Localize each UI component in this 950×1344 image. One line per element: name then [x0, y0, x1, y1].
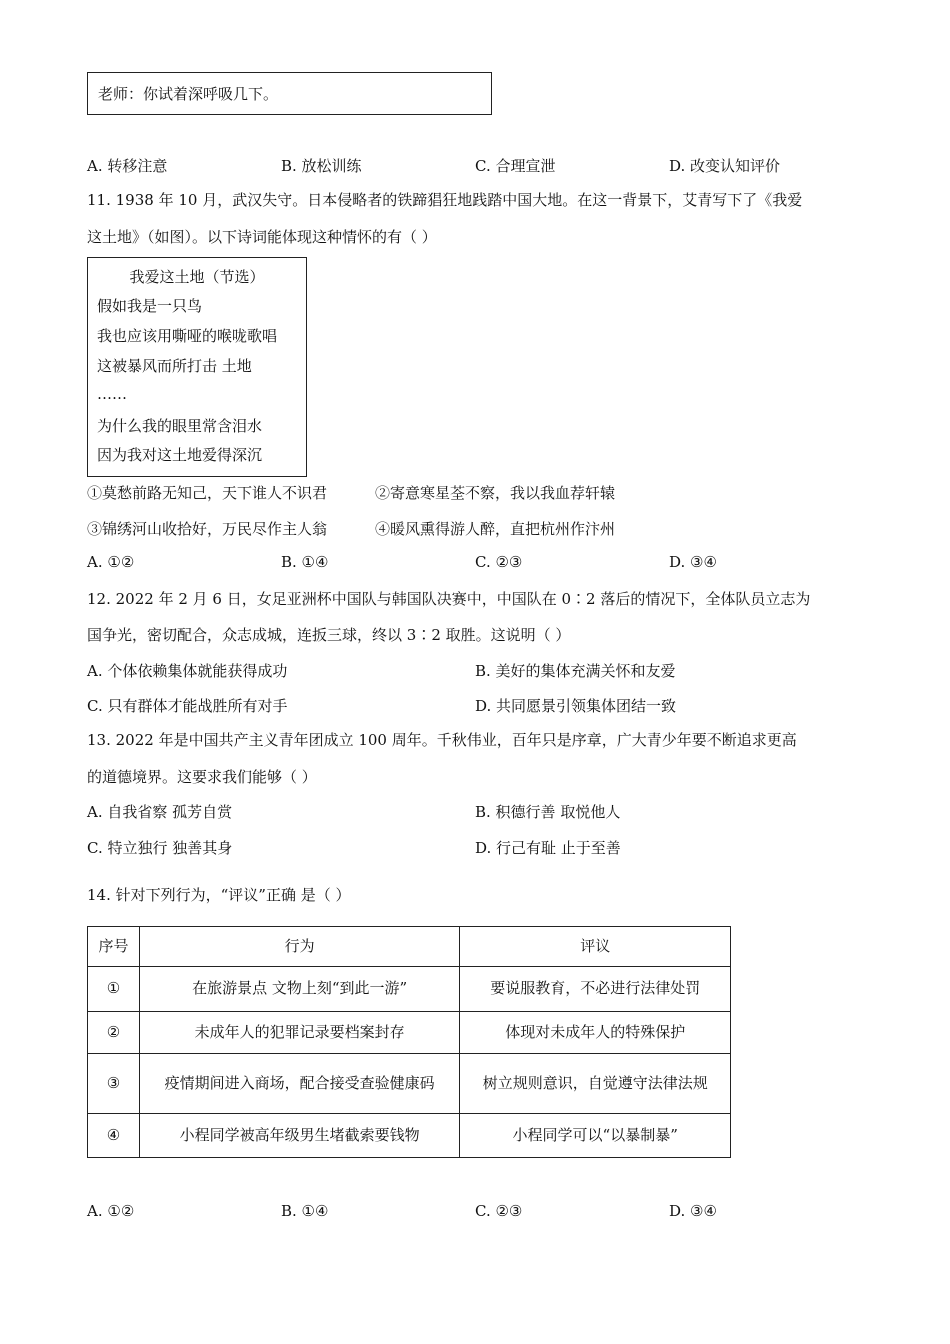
q13-option-b[interactable]: B. 积德行善 取悦他人 [475, 803, 621, 821]
table-cell: ③ [88, 1054, 140, 1114]
table-cell: 未成年人的犯罪记录要档案封存 [139, 1012, 459, 1054]
q11-choice-1: ①莫愁前路无知己，天下谁人不识君 [87, 484, 328, 502]
q11-option-a[interactable]: A. ①② [87, 553, 135, 571]
table-cell: ④ [88, 1114, 140, 1158]
q10-option-c[interactable]: C. 合理宣泄 [475, 157, 556, 175]
q14-option-d[interactable]: D. ③④ [669, 1202, 717, 1220]
q13-option-a[interactable]: A. 自我省察 孤芳自赏 [87, 803, 233, 821]
poem-title: 我爱这土地（节选） [129, 268, 265, 286]
table-header-cell: 序号 [88, 927, 140, 967]
dialog-box [87, 72, 492, 115]
q14-option-a[interactable]: A. ①② [87, 1202, 135, 1220]
table-header-cell: 行为 [139, 927, 459, 967]
table-cell: ② [88, 1012, 140, 1054]
q14-stem: 14. 针对下列行为，“评议”正确 是（ ） [87, 886, 351, 904]
q14-option-c[interactable]: C. ②③ [475, 1202, 523, 1220]
table-cell: 小程同学可以“以暴制暴” [460, 1114, 731, 1158]
q14-option-b[interactable]: B. ①④ [281, 1202, 329, 1220]
table-row [88, 1054, 731, 1114]
table-cell: 树立规则意识，自觉遵守法律法规 [460, 1054, 731, 1114]
poem-line: 这被暴风而所打击 土地 [97, 357, 252, 375]
poem-line: 因为我对这土地爱得深沉 [97, 446, 263, 464]
table-cell: 疫情期间进入商场，配合接受查验健康码 [139, 1054, 459, 1114]
poem-box [87, 257, 307, 477]
table-header-cell: 评议 [460, 927, 731, 967]
table-row [88, 967, 731, 1012]
q12-option-b[interactable]: B. 美好的集体充满关怀和友爱 [475, 662, 676, 680]
table-row [88, 1012, 731, 1054]
poem-line: …… [97, 385, 127, 403]
table-cell: 小程同学被高年级男生堵截索要钱物 [139, 1114, 459, 1158]
poem-line: 假如我是一只鸟 [97, 297, 203, 315]
q11-stem-line2: 这土地》（如图）。以下诗词能体现这种情怀的有（ ） [87, 228, 437, 246]
q12-option-d[interactable]: D. 共同愿景引领集体团结一致 [475, 697, 677, 715]
q11-option-b[interactable]: B. ①④ [281, 553, 329, 571]
q13-stem-line2: 的道德境界。这要求我们能够（ ） [87, 768, 317, 786]
q11-choice-3: ③锦绣河山收拾好，万民尽作主人翁 [87, 520, 328, 538]
table-cell: ① [88, 967, 140, 1012]
poem-line: 我也应该用嘶哑的喉咙歌唱 [97, 327, 278, 345]
table-cell: 体现对未成年人的特殊保护 [460, 1012, 731, 1054]
dialog-text: 老师：你试着深呼吸几下。 [98, 85, 279, 103]
q13-option-d[interactable]: D. 行己有耻 止于至善 [475, 839, 621, 857]
q11-option-c[interactable]: C. ②③ [475, 553, 523, 571]
poem-line: 为什么我的眼里常含泪水 [97, 417, 263, 435]
q12-option-a[interactable]: A. 个体依赖集体就能获得成功 [87, 662, 288, 680]
q11-stem-line1: 11. 1938 年 10 月，武汉失守。日本侵略者的铁蹄猖狂地践踏中国大地。在这一背景下，艾青写下了《我爱 [87, 191, 803, 209]
evaluation-table [87, 926, 731, 1158]
table-header-row [88, 927, 731, 967]
table-cell: 要说服教育，不必进行法律处罚 [460, 967, 731, 1012]
q12-stem-line2: 国争光，密切配合，众志成城，连扳三球，终以 3∶2 取胜。这说明（ ） [87, 626, 571, 644]
q12-option-c[interactable]: C. 只有群体才能战胜所有对手 [87, 697, 288, 715]
q10-option-b[interactable]: B. 放松训练 [281, 157, 362, 175]
q11-choice-4: ④暖风熏得游人醉，直把杭州作汴州 [375, 520, 616, 538]
q10-option-a[interactable]: A. 转移注意 [87, 157, 168, 175]
q13-option-c[interactable]: C. 特立独行 独善其身 [87, 839, 233, 857]
q11-option-d[interactable]: D. ③④ [669, 553, 717, 571]
q10-option-d[interactable]: D. 改变认知评价 [669, 157, 781, 175]
q13-stem-line1: 13. 2022 年是中国共产主义青年团成立 100 周年。千秋伟业，百年只是序章，广大青少年要不断追求更高 [87, 731, 797, 749]
q12-stem-line1: 12. 2022 年 2 月 6 日，女足亚洲杯中国队与韩国队决赛中，中国队在 0∶2 落后的情况下，全体队员立志为 [87, 590, 811, 608]
table-cell: 在旅游景点 文物上刻“到此一游” [139, 967, 459, 1012]
q11-choice-2: ②寄意寒星荃不察，我以我血荐轩辕 [375, 484, 616, 502]
table-row [88, 1114, 731, 1158]
